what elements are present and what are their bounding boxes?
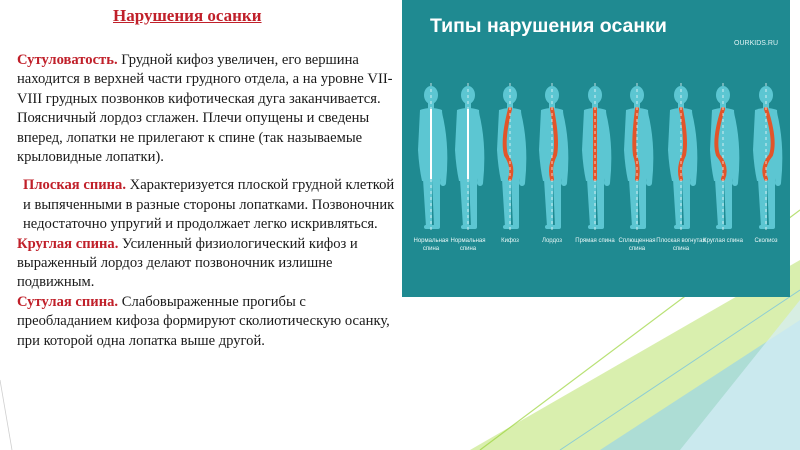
- figure-feet: [588, 225, 604, 229]
- figure-leg: [553, 179, 561, 227]
- infographic-title: Типы нарушения осанки: [430, 15, 667, 37]
- figure-leg: [469, 179, 477, 227]
- text-hunched-back: Слабовыраженные прогибы с преобладанием кифоза формируют сколиотическую осанку, при которой одна лопатка выше другой.: [17, 293, 390, 349]
- figure-feet: [545, 225, 561, 229]
- figure-label: Лордоз: [542, 238, 562, 244]
- term-round-back: Круглая спина.: [17, 235, 119, 252]
- figure-feet: [759, 225, 775, 229]
- figure-label: Сколиоз: [754, 238, 778, 244]
- paragraph-round-back: [17, 235, 402, 293]
- figure-label: Прямая спина: [575, 238, 615, 244]
- figure-leg: [596, 179, 604, 227]
- slide-title: Нарушения осанки: [113, 6, 262, 25]
- posture-figure: [497, 83, 523, 231]
- term-hunched-back: Сутулая спина.: [17, 293, 119, 310]
- posture-figure: [753, 83, 779, 231]
- posture-figure: [624, 83, 650, 231]
- deco-line-left: [0, 380, 12, 450]
- figure-leg: [511, 179, 519, 227]
- posture-figure: [539, 83, 565, 231]
- figure-leg: [682, 179, 690, 227]
- posture-figure: [418, 83, 444, 231]
- figure-label: Кифоз: [501, 238, 519, 244]
- figure-feet: [716, 225, 732, 229]
- figure-label: Круглая спина: [703, 238, 743, 244]
- figure-leg: [724, 179, 732, 227]
- figure-label: Сплющенная спина: [618, 238, 656, 252]
- text-flat-back: Характеризуется плоской грудной клеткой и выпяченными в разные стороны лопатками. Позвоночник недостаточно упругий и продолжает легко искривляться.: [23, 177, 395, 233]
- text-round-back: Усиленный физиологический кифоз и выраженный лордоз делают позвоночник излишне подвижным.: [17, 235, 358, 291]
- body-text: [17, 51, 402, 351]
- paragraph-hunched-back: [17, 293, 402, 351]
- paragraph-stoop: [17, 51, 402, 167]
- posture-figure: [710, 83, 736, 231]
- figure-feet: [424, 225, 440, 229]
- term-flat-back: Плоская спина.: [23, 177, 126, 194]
- figure-label: Нормальная спина: [450, 238, 486, 252]
- posture-figure: [582, 83, 608, 231]
- posture-figure: [668, 83, 694, 231]
- posture-infographic: [402, 0, 790, 297]
- figure-label: Нормальная спина: [413, 238, 449, 252]
- figure-feet: [461, 225, 477, 229]
- figure-feet: [630, 225, 646, 229]
- figure-label: Плоская вогнутая спина: [656, 238, 706, 252]
- term-stoop: Сутуловатость.: [17, 52, 118, 68]
- posture-figure: [455, 83, 481, 231]
- text-stoop: Грудной кифоз увеличен, его вершина находится в верхней части грудного отдела, а на уровне VII-VIII грудных позвонков кифотическая дуга заканчивается. Поясничный лордоз сглажен. Плечи опущены и сведены вперед, лопатки не прилегают к спине (так называемые крыловидные лопатки).: [17, 52, 393, 166]
- figure-feet: [503, 225, 519, 229]
- figure-feet: [674, 225, 690, 229]
- figure-leg: [767, 179, 775, 227]
- figure-leg: [432, 179, 440, 227]
- infographic-site-label: OURKIDS.RU: [734, 40, 778, 47]
- paragraph-flat-back: [17, 176, 402, 234]
- figure-leg: [638, 179, 646, 227]
